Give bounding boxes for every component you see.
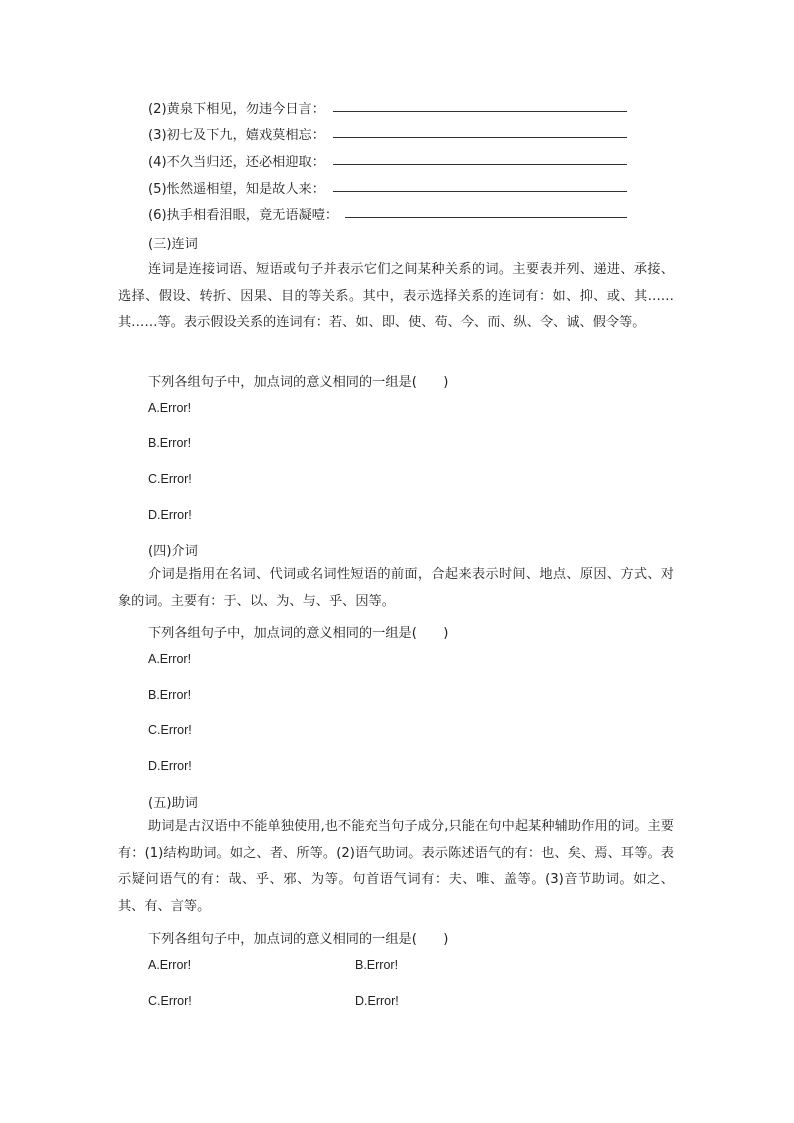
option-b[interactable]: B.Error! <box>148 688 192 702</box>
option-a[interactable]: A.Error! <box>148 958 192 972</box>
fill-item-2 <box>148 98 325 117</box>
option-d[interactable]: D.Error! <box>148 508 192 522</box>
fill-item-6 <box>148 204 338 223</box>
answer-blank[interactable] <box>345 204 627 218</box>
section-heading-particle: (五)助词 <box>148 796 198 811</box>
option-c[interactable]: C.Error! <box>148 723 192 737</box>
section-body-particle: 助词是古汉语中不能单独使用,也不能充当句子成分,只能在句中起某种辅助作用的词。主要有：(1)结构助词。如之、者、所等。(2)语气助词。表示陈述语气的有：也、矣、焉、耳等。表示疑问语气的有：哉、乎、邪、为等。句首语气词有：夫、唯、盖等。(3)音节助词。如之、其、有、言等。 <box>118 819 674 914</box>
question-prompt: 下列各组句子中，加点词的意义相同的一组是( ) <box>148 375 449 390</box>
section-body-conjunction: 连词是连接词语、短语或句子并表示它们之间某种关系的词。主要表并列、递进、承接、选择、假设、转折、因果、目的等关系。其中，表示选择关系的连词有：如、抑、或、其……其……等。表示假设关系的连词有：若、如、即、使、苟、今、而、纵、令、诚、假令等。 <box>118 262 674 330</box>
option-d[interactable]: D.Error! <box>355 994 399 1008</box>
option-a[interactable]: A.Error! <box>148 652 192 666</box>
fill-item-5 <box>148 178 325 197</box>
option-b[interactable]: B.Error! <box>148 436 192 450</box>
answer-blank[interactable] <box>333 98 627 112</box>
question-prompt: 下列各组句子中，加点词的意义相同的一组是( ) <box>148 932 449 947</box>
section-heading-preposition: (四)介词 <box>148 544 198 559</box>
fill-item-text: (4)不久当归还，还必相迎取： <box>148 155 325 170</box>
option-d[interactable]: D.Error! <box>148 759 192 773</box>
option-b[interactable]: B.Error! <box>355 958 399 972</box>
option-c[interactable]: C.Error! <box>148 472 192 486</box>
section-body-preposition: 介词是指用在名词、代词或名词性短语的前面，合起来表示时间、地点、原因、方式、对象的词。主要有：于、以、为、与、乎、因等。 <box>118 567 674 609</box>
section-heading-conjunction: (三)连词 <box>148 237 198 252</box>
answer-blank[interactable] <box>333 124 627 138</box>
fill-item-text: (5)怅然遥相望，知是故人来： <box>148 182 325 197</box>
fill-item-3 <box>148 124 325 143</box>
fill-item-text: (2)黄泉下相见，勿违今日言： <box>148 102 325 117</box>
fill-item-4 <box>148 151 325 170</box>
answer-blank[interactable] <box>333 151 627 165</box>
question-prompt: 下列各组句子中，加点词的意义相同的一组是( ) <box>148 626 449 641</box>
fill-item-text: (6)执手相看泪眼，竟无语凝噎： <box>148 208 339 223</box>
fill-item-text: (3)初七及下九，嬉戏莫相忘： <box>148 128 325 143</box>
option-a[interactable]: A.Error! <box>148 401 192 415</box>
answer-blank[interactable] <box>333 178 627 192</box>
option-c[interactable]: C.Error! <box>148 994 192 1008</box>
